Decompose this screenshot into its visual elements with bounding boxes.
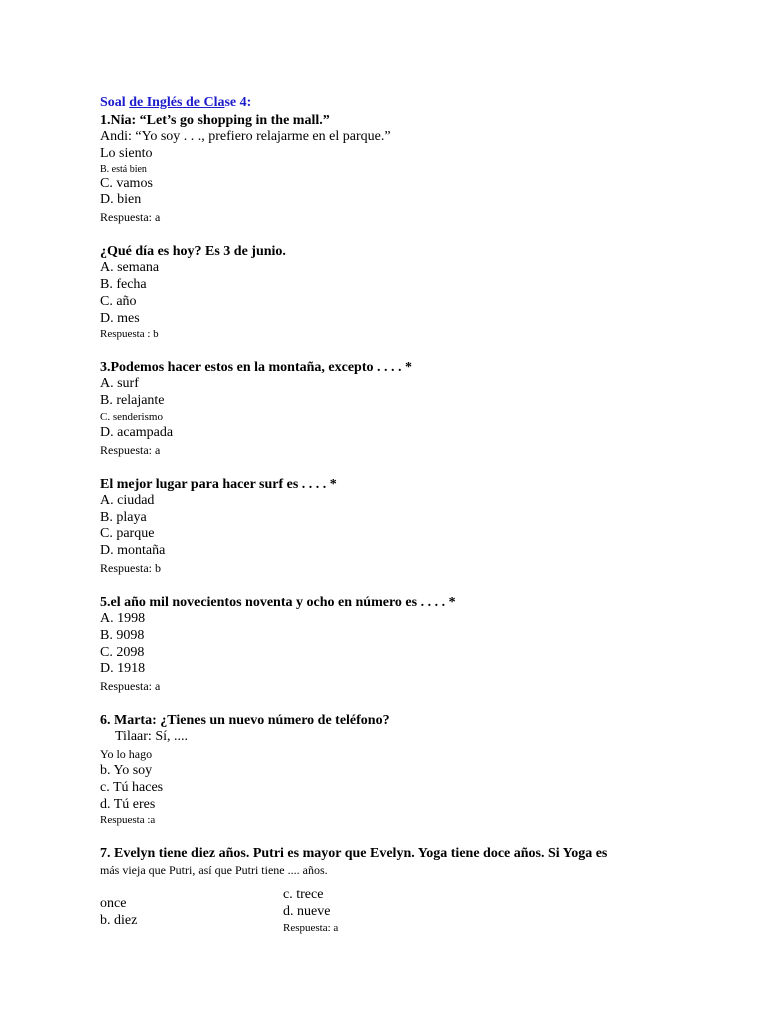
document-page [100, 94, 700, 943]
option-c: C. parque [100, 526, 155, 542]
question-line: más vieja que Putri, así que Putri tiene .... años. [100, 863, 328, 878]
question-1 [100, 112, 700, 226]
answer: Respuesta : b [100, 328, 159, 341]
option-b: b. Yo soy [100, 762, 153, 778]
option-b: B. playa [100, 509, 147, 525]
question-4 [100, 476, 700, 577]
option-a: Lo siento [100, 145, 153, 161]
answer: Respuesta: a [283, 921, 339, 934]
options-right-column [283, 887, 338, 936]
answer: Respuesta :a [100, 814, 156, 827]
option-c: C. año [100, 293, 137, 309]
option-d: D. acampada [100, 424, 174, 440]
option-c: C. vamos [100, 175, 153, 191]
option-d: D. 1918 [100, 661, 146, 677]
question-line: Andi: “Yo soy . . ., prefiero relajarme en el parque.” [100, 129, 391, 144]
option-d: D. mes [100, 310, 140, 326]
title-underlined: de Inglés de Cla [129, 95, 225, 110]
question-text: 3.Podemos hacer estos en la montaña, excepto . . . . * [100, 360, 412, 376]
question-2 [100, 243, 700, 342]
option-c: C. 2098 [100, 644, 145, 660]
answer: Respuesta: a [100, 442, 161, 457]
option-d: d. nueve [283, 904, 331, 920]
answer: Respuesta: b [100, 560, 161, 575]
question-line: Tilaar: Sí, .... [115, 729, 188, 745]
options-columns [100, 887, 700, 943]
option-c: c. Tú haces [100, 779, 164, 795]
question-text: 7. Evelyn tiene diez años. Putri es mayor que Evelyn. Yoga tiene doce años. Si Yoga es [100, 846, 608, 862]
options-left-column [100, 896, 137, 930]
document-title [100, 94, 700, 112]
option-d: D. montaña [100, 543, 166, 559]
question-6 [100, 712, 700, 828]
question-text: ¿Qué día es hoy? Es 3 de junio. [100, 244, 286, 260]
question-text: 6. Marta: ¿Tienes un nuevo número de teléfono? [100, 713, 390, 729]
option-b: B. está bien [100, 163, 147, 175]
option-b: B. relajante [100, 393, 165, 409]
option-b: B. 9098 [100, 627, 145, 643]
option-a: A. 1998 [100, 610, 146, 626]
question-3 [100, 359, 700, 458]
option-c: c. trece [283, 887, 324, 903]
option-a: A. ciudad [100, 492, 155, 508]
option-b: b. diez [100, 913, 138, 929]
question-text: 1.Nia: “Let’s go shopping in the mall.” [100, 113, 330, 128]
question-5 [100, 594, 700, 695]
option-a: A. surf [100, 376, 139, 392]
title-prefix: Soal [100, 95, 130, 110]
title-suffix: se 4: [224, 95, 252, 110]
option-a: Yo lo hago [100, 746, 153, 761]
option-d: D. bien [100, 192, 142, 208]
question-text: El mejor lugar para hacer surf es . . . . * [100, 476, 337, 492]
question-7 [100, 845, 700, 943]
option-c: C. senderismo [100, 410, 163, 423]
answer: Respuesta: a [100, 210, 161, 225]
question-text: 5.el año mil novecientos noventa y ocho en número es . . . . * [100, 594, 456, 610]
option-a: A. semana [100, 260, 160, 276]
option-b: B. fecha [100, 276, 147, 292]
answer: Respuesta: a [100, 679, 161, 694]
option-a: once [100, 896, 127, 912]
option-d: d. Tú eres [100, 796, 156, 812]
